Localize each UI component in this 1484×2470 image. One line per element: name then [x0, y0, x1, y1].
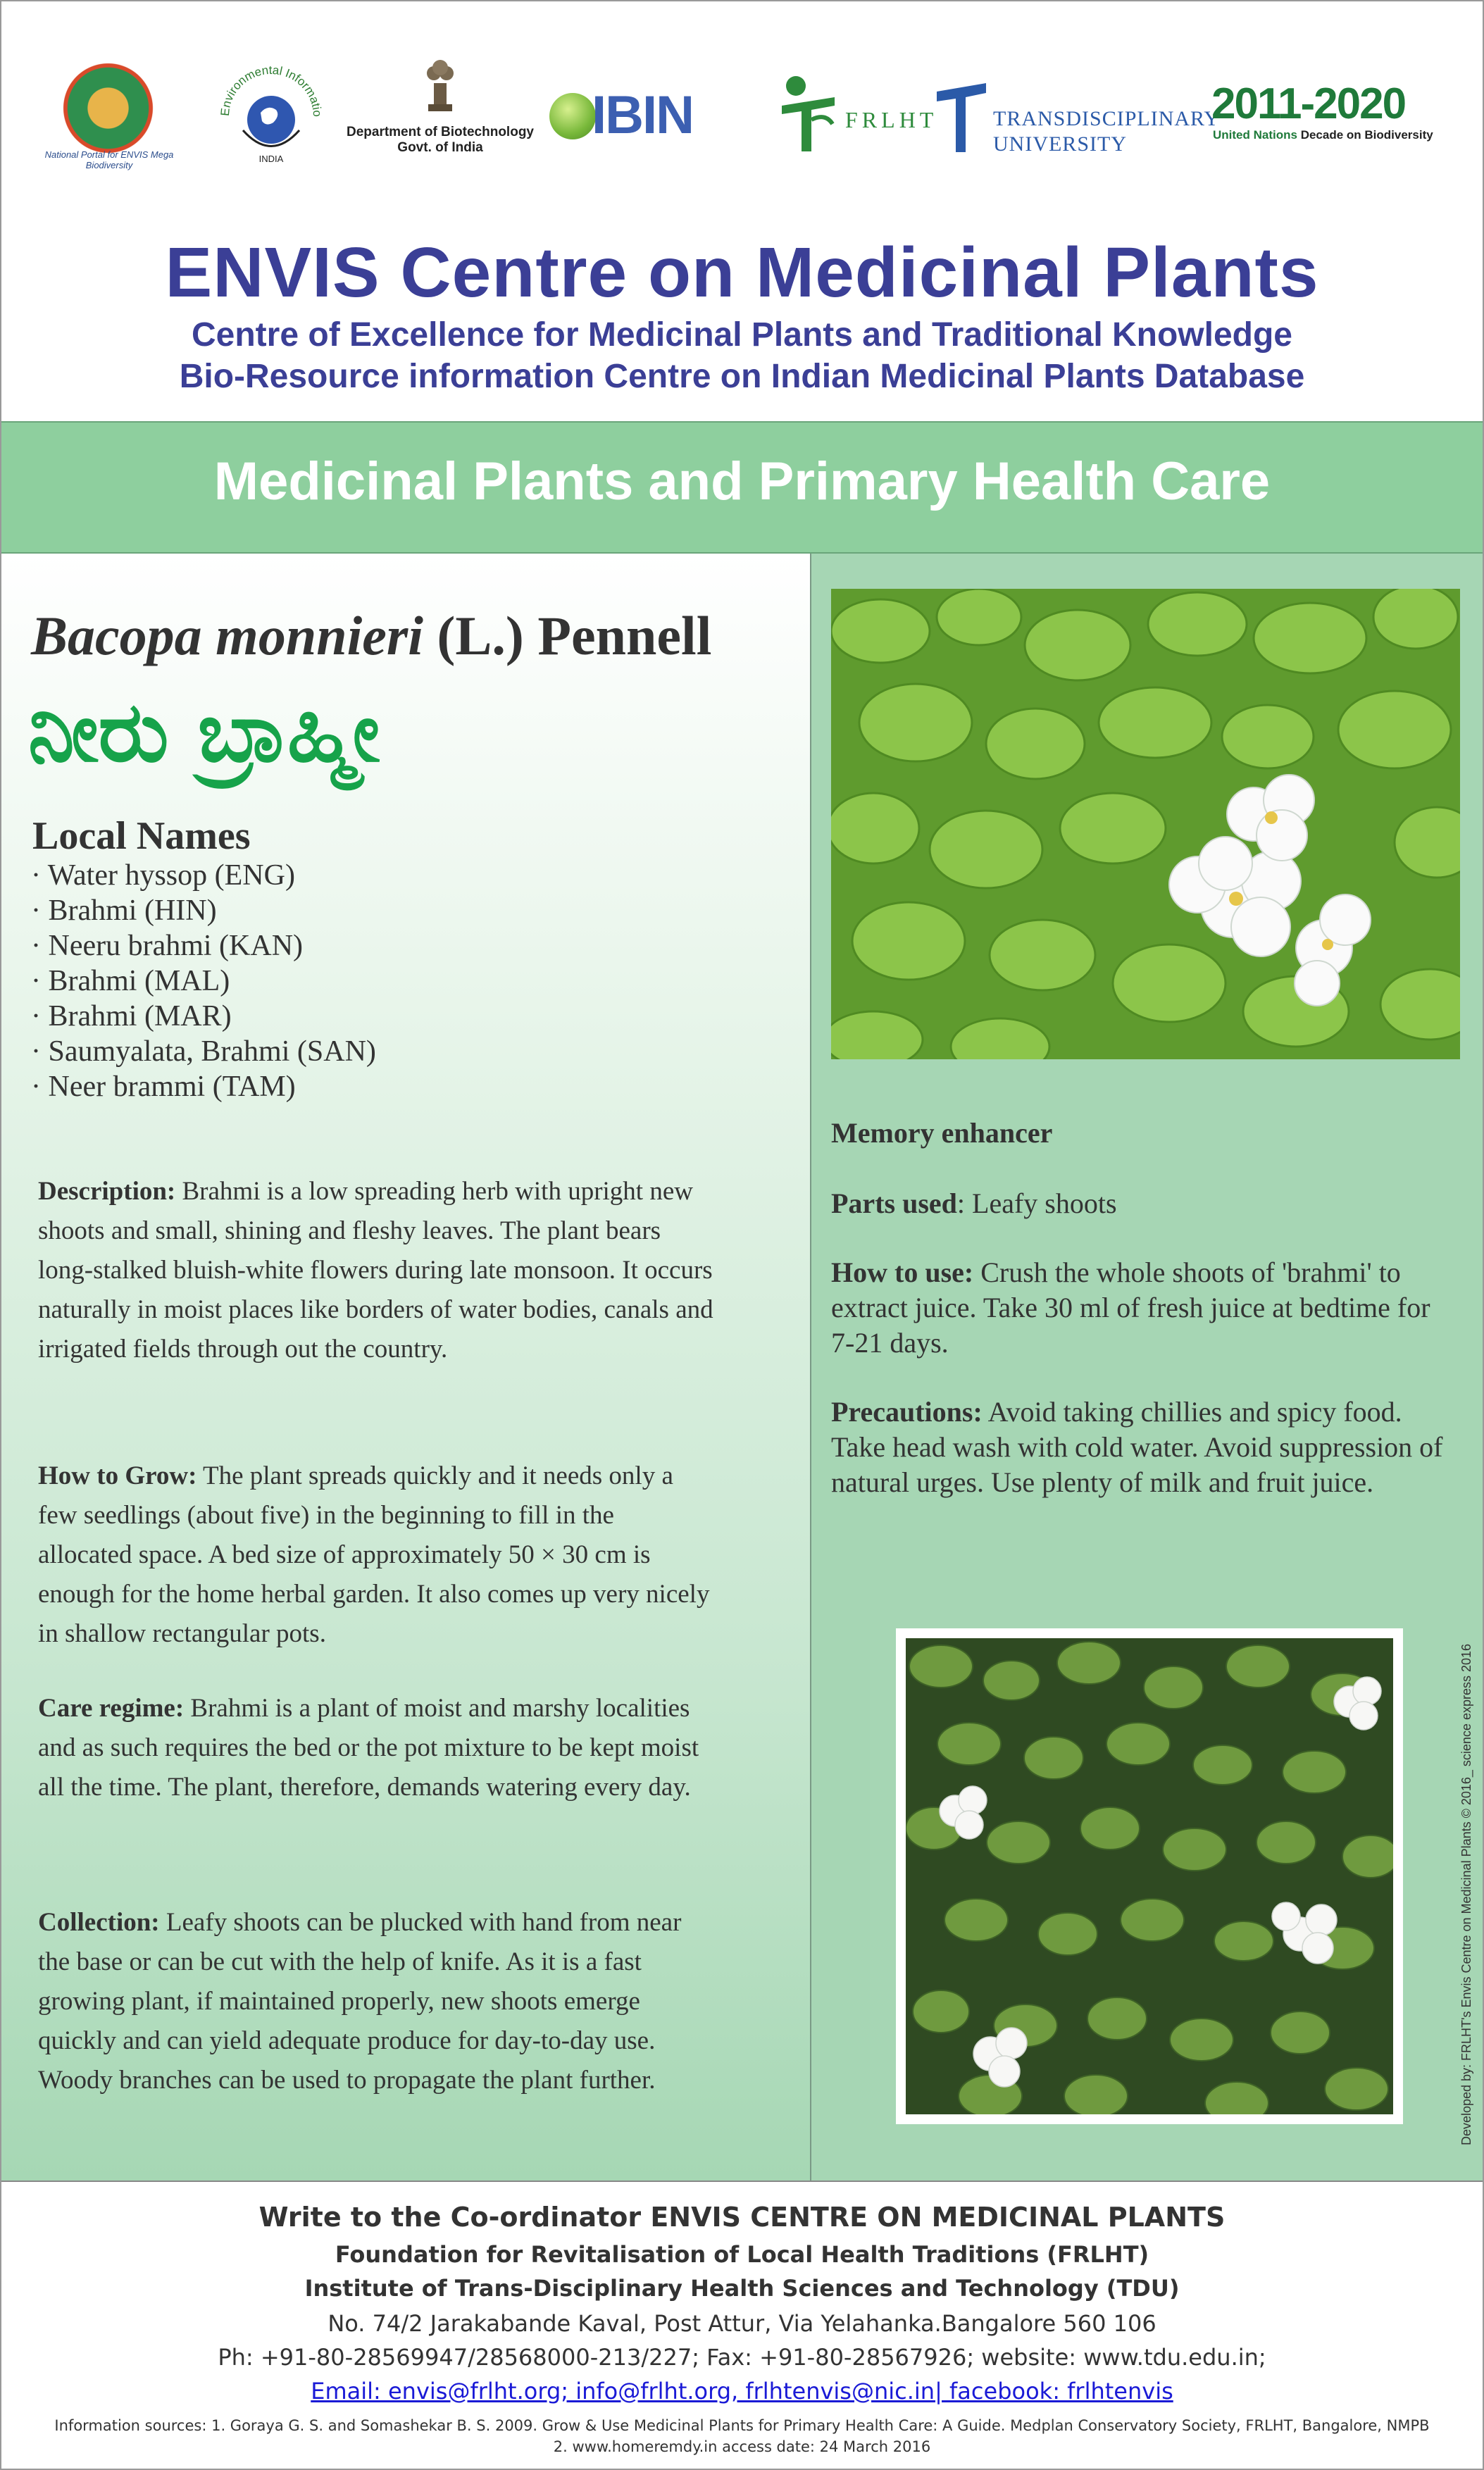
dbt-line2: Govt. of India: [397, 140, 483, 155]
frlht-logo: [768, 70, 938, 155]
how-text: Crush the whole shoots of 'brahmi' to extract juice. Take 30 ml of fresh juice at bedtime for 7-21 days.: [831, 1256, 1430, 1359]
description-paragraph: [38, 1172, 714, 1369]
list-item: · Saumyalata, Brahmi (SAN): [31, 1035, 376, 1068]
globe-icon: [549, 93, 596, 139]
tdu-line2: UNIVERSITY: [993, 132, 1127, 156]
tdu-mark-icon: [933, 79, 990, 156]
use-title: Memory enhancer: [831, 1117, 1053, 1149]
tdu-logo: [933, 79, 1221, 156]
plant-photo-closeup: [831, 589, 1460, 1059]
how-label: How to use:: [831, 1256, 974, 1288]
list-item: · Water hyssop (ENG): [31, 859, 295, 892]
logo-row: [0, 0, 1484, 197]
local-names-list: [31, 858, 376, 1104]
list-item: · Neeru brahmi (KAN): [31, 930, 304, 962]
national-portal-logo: [61, 61, 156, 156]
precautions-text: Avoid taking chillies and spicy food. Take head wash with cold water. Avoid suppression of natural urges. Use plenty of milk and fruit juice.: [831, 1396, 1443, 1498]
list-item: · Brahmi (MAL): [31, 965, 230, 997]
parts-label: Parts used: [831, 1187, 957, 1219]
plant-photo-bed: [896, 1628, 1403, 2124]
footer-sources: Information sources: 1. Goraya G. S. and Somashekar B. S. 2009. Grow & Use Medicinal Plants for Primary Health Care: A Guide. Medplan Conservatory Society, FRLHT, Bangalore, NMPB: [54, 2417, 1430, 2434]
grow-label: How to Grow:: [38, 1461, 197, 1490]
authority: (L.) Pennell: [437, 605, 712, 666]
collection-text: Leafy shoots can be plucked with hand from near the base or can be cut with the help of knife. As it is a fast growing plant, if maintained properly, new shoots emerge quickly and can yield adequate produce for day-to-day use. Woody branches can be used to propagate the plant further.: [38, 1908, 682, 2095]
envis-country: INDIA: [258, 154, 284, 164]
undb-caption: [1213, 128, 1433, 142]
list-item: · Brahmi (HIN): [31, 894, 217, 927]
care-text: Brahmi is a plant of moist and marshy localities and as such requires the bed or the pot mixture to be kept moist all the time. The plant, therefore, demands watering every day.: [38, 1694, 699, 1802]
list-item: · Neer brammi (TAM): [31, 1071, 296, 1103]
ibin-logo: [549, 85, 732, 148]
care-regime-paragraph: [38, 1689, 714, 1807]
emblem-icon: [424, 55, 456, 116]
frlht-figure-icon: [768, 70, 845, 155]
frlht-text: FRLHT: [845, 107, 938, 132]
description-text: Brahmi is a low spreading herb with upright new shoots and small, shining and fleshy leaves. The plant bears long-stalked bluish-white flowers during late monsoon. It occurs naturally in moist places like borders of water bodies, canals and irrigated fields through out the country.: [38, 1177, 713, 1364]
ibin-text: IBIN: [592, 85, 693, 145]
care-label: Care regime:: [38, 1694, 185, 1723]
page-subtitle-2: Bio-Resource information Centre on Indian Medicinal Plants Database: [179, 358, 1305, 395]
undb-years: 2011-2020: [1211, 80, 1406, 128]
collection-paragraph: [38, 1903, 714, 2100]
description-label: Description:: [38, 1177, 176, 1206]
list-item: · Brahmi (MAR): [31, 1000, 232, 1033]
banner-title: Medicinal Plants and Primary Health Care: [213, 451, 1271, 511]
tdu-line1: TRANSDISCIPLINARY: [993, 107, 1221, 130]
envis-arc-text: Environmental Informatio: [218, 63, 325, 118]
footer-org-frlht: Foundation for Revitalisation of Local Health Traditions (FRLHT): [335, 2241, 1149, 2268]
undb-logo: [1211, 79, 1444, 149]
envis-logo: [211, 49, 331, 169]
genus-species: Bacopa monnieri: [31, 605, 423, 666]
columns-divider: [0, 2181, 1484, 2182]
undb-rest: Decade on Biodiversity: [1300, 128, 1433, 142]
undb-org: United Nations: [1213, 128, 1297, 142]
footer-org-tdu: Institute of Trans-Disciplinary Health Sciences and Technology (TDU): [304, 2275, 1180, 2302]
how-to-grow-paragraph: [38, 1457, 714, 1654]
how-to-use-paragraph: [831, 1255, 1451, 1361]
kannada-name: ನೀರು ಬ್ರಾಹ್ಮೀ: [28, 683, 380, 780]
scientific-name: [31, 604, 711, 668]
developer-credit: Developed by: FRLHT's Envis Centre on Medicinal Plants © 2016_ science express 2016: [1459, 1643, 1473, 2146]
footer-heading: Write to the Co-ordinator ENVIS CENTRE ON MEDICINAL PLANTS: [258, 2202, 1226, 2233]
page-subtitle-1: Centre of Excellence for Medicinal Plants and Traditional Knowledge: [192, 316, 1292, 354]
footer-email-link[interactable]: Email: envis@frlht.org; info@frlht.org, frlhtenvis@nic.in| facebook: frlhtenvis: [311, 2378, 1173, 2404]
footer-address: No. 74/2 Jarakabande Kaval, Post Attur, Via Yelahanka.Bangalore 560 106: [328, 2310, 1156, 2337]
footer-phone: Ph: +91-80-28569947/28568000-213/227; Fax: +91-80-28567926; website: www.tdu.edu.in;: [218, 2344, 1266, 2371]
topic-banner: [0, 421, 1484, 554]
collection-label: Collection:: [38, 1908, 160, 1937]
national-portal-caption: National Portal for ENVIS Mega Biodiversity: [44, 149, 174, 170]
page-title: ENVIS Centre on Medicinal Plants: [165, 233, 1319, 312]
footer-sources-2: 2. www.homeremdy.in access date: 24 March 2016: [553, 2438, 931, 2455]
local-names-heading: Local Names: [32, 814, 251, 858]
grow-text: The plant spreads quickly and it needs only a few seedlings (about five) in the beginning to fill in the allocated space. A bed size of approximately 50 × 30 cm is enough for the home herbal garden. It also comes up very nicely in shallow rectangular pots.: [38, 1461, 710, 1648]
precautions-paragraph: [831, 1395, 1451, 1500]
precautions-label: Precautions:: [831, 1396, 983, 1428]
parts-text: : Leafy shoots: [956, 1187, 1117, 1219]
dbt-line1: Department of Biotechnology: [346, 125, 534, 139]
parts-used-paragraph: [831, 1186, 1451, 1221]
dbt-logo: [345, 55, 535, 168]
